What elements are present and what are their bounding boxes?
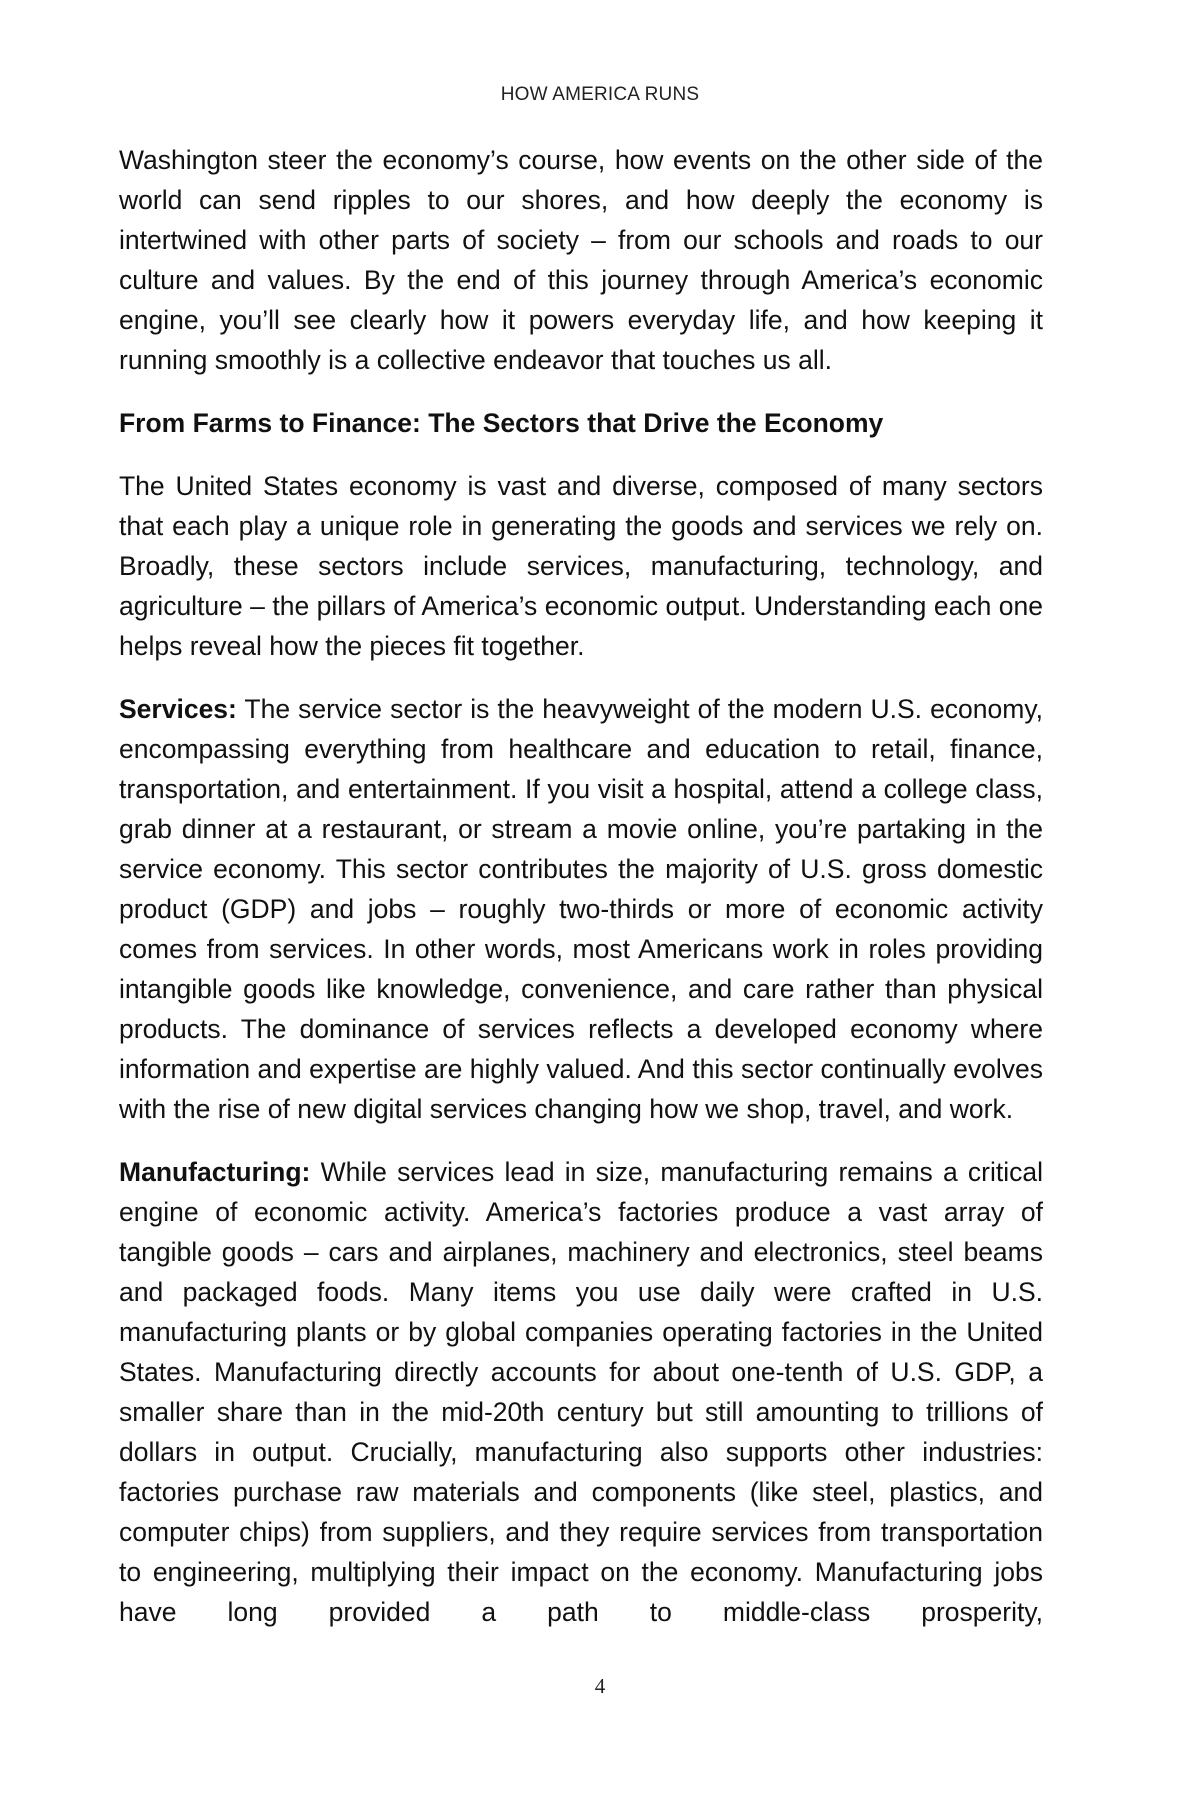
page-number: 4 xyxy=(594,1674,606,1698)
manufacturing-lead: Manufacturing: xyxy=(119,1157,311,1187)
services-paragraph xyxy=(119,689,1043,1129)
services-body: The service sector is the heavyweight of the modern U.S. economy, encompassing everything from healthcare and education to retail, finance, transportation, and entertainment. If you visit a hospital, attend a college class, grab dinner at a restaurant, or stream a movie online, you’re partaking in the service economy. This sector contributes the majority of U.S. gross domestic product (GDP) and jobs – roughly two-thirds or more of economic activity comes from services. In other words, most Americans work in roles providing intangible goods like knowledge, convenience, and care rather than physical products. The dominance of services reflects a developed economy where information and expertise are highly valued. And this sector continually evolves with the rise of new digital services changing how we shop, travel, and work. xyxy=(119,694,1043,1124)
page-body xyxy=(119,140,1043,1632)
manufacturing-paragraph xyxy=(119,1152,1043,1632)
intro-paragraph: Washington steer the economy’s course, how events on the other side of the world can send ripples to our shores, and how deeply the economy is intertwined with other parts of society – from our schools and roads to our culture and values. By the end of this journey through America’s economic engine, you’ll see clearly how it powers everyday life, and how keeping it running smoothly is a collective endeavor that touches us all. xyxy=(119,145,1043,375)
manufacturing-body: While services lead in size, manufacturing remains a critical engine of economic activity. America’s factories produce a vast array of tangible goods – cars and airplanes, machinery and electronics, steel beams and packaged foods. Many items you use daily were crafted in U.S. manufacturing plants or by global companies operating factories in the United States. Manufacturing directly accounts for about one-tenth of U.S. GDP, a smaller share than in the mid-20th century but still amounting to trillions of dollars in output. Crucially, manufacturing also supports other industries: factories purchase raw materials and components (like steel, plastics, and computer chips) from suppliers, and they require services from transportation to engineering, multiplying their impact on the economy. Manufacturing jobs have long provided a path to middle-class prosperity, xyxy=(119,1157,1043,1627)
section-heading: From Farms to Finance: The Sectors that Drive the Economy xyxy=(119,408,884,438)
running-header: HOW AMERICA RUNS xyxy=(500,84,700,105)
section-intro-paragraph: The United States economy is vast and diverse, composed of many sectors that each play a unique role in generating the goods and services we rely on. Broadly, these sectors include services, manufacturing, technology, and agriculture – the pillars of America’s economic output. Understanding each one helps reveal how the pieces fit together. xyxy=(119,471,1043,661)
services-lead: Services: xyxy=(119,694,237,724)
